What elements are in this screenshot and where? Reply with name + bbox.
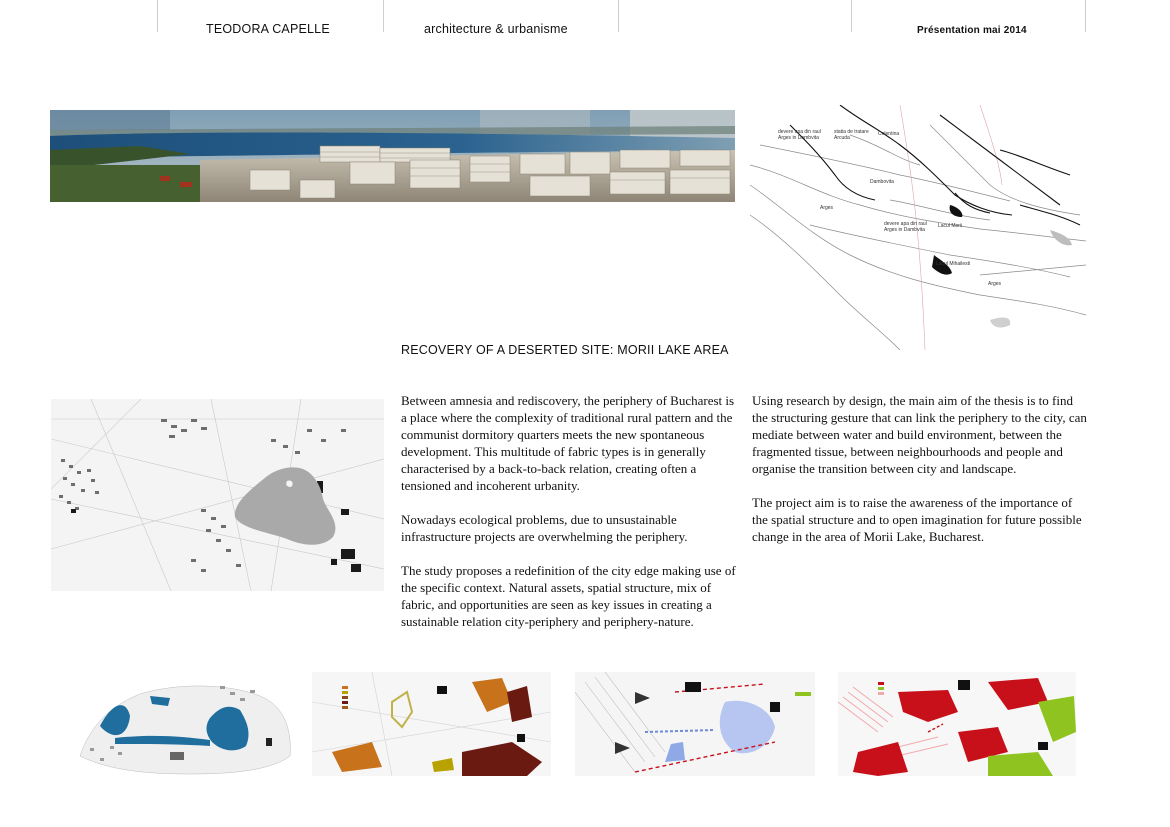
map-label: devere apa din raul [778, 129, 821, 135]
diagram-fabric [312, 672, 551, 776]
map-label: Arges [820, 205, 834, 211]
discipline-label: architecture & urbanisme [424, 22, 568, 36]
paragraph: Nowadays ecological problems, due to unsustainable infrastructure projects are overwhelming the periphery. [401, 512, 688, 544]
presentation-date: Présentation mai 2014 [917, 25, 1027, 36]
paragraph: The study proposes a redefinition of the city edge making use of the specific context. Natural assets, spatial structure, mix of fabric, and opportunities are seen as key issues in creating a sustainable relation city-periphery and periphery-nature. [401, 563, 736, 629]
map-label: Lacul Mihailesti [936, 261, 971, 267]
text-column-left [401, 392, 736, 647]
header-divider [1085, 0, 1086, 32]
paragraph: Using research by design, the main aim of the thesis is to find the structuring gesture that can link the periphery to the city, can mediate between water and build environment, between the fragmented tissue, between neighbourhoods and people and organise the transition between city and landscape. [752, 393, 1087, 476]
map-label: Arcuda [834, 135, 850, 141]
panorama-photo [50, 110, 735, 202]
river-network-map [750, 105, 1086, 350]
header-divider [618, 0, 619, 32]
map-label: statia de tratare [834, 129, 869, 135]
diagram-structure [575, 672, 815, 776]
diagram-water [70, 676, 296, 776]
header-divider [851, 0, 852, 32]
paragraph: Between amnesia and rediscovery, the periphery of Bucharest is a place where the complexity of traditional rural pattern and the communist dormitory quarters meets the new spontaneous development. This multitude of fabric types is in generally characterised by a back-to-back relation, creating often a tensioned and incoherent urbanity. [401, 393, 735, 493]
map-label: Dambovita [870, 179, 894, 185]
page-title: RECOVERY OF A DESERTED SITE: MORII LAKE AREA [401, 343, 729, 357]
map-label: devere apa din raul [884, 221, 927, 227]
map-label: Lacul Morii [938, 223, 963, 229]
map-label: Colentina [878, 131, 900, 137]
header-divider [383, 0, 384, 32]
site-plan-map [51, 399, 384, 591]
map-label: Arges in Dambvita [778, 135, 819, 141]
author-name: TEODORA CAPELLE [206, 22, 330, 36]
diagram-proposal [838, 672, 1076, 776]
map-label: Arges in Dambvita [884, 227, 925, 233]
paragraph: The project aim is to raise the awareness of the importance of the spatial structure and to open imagination for future possible change in the area of Morii Lake, Bucharest. [752, 495, 1082, 544]
map-label: Arges [988, 281, 1002, 287]
text-column-right [752, 392, 1087, 562]
header-divider [157, 0, 158, 32]
